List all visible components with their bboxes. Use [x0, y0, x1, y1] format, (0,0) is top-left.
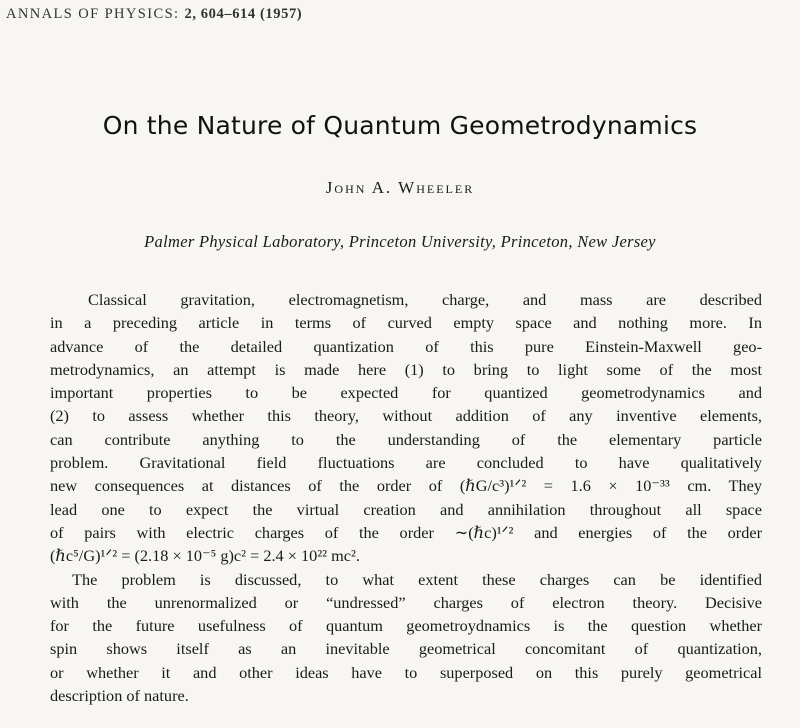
abstract-line: can contribute anything to the understanding of the elementary particle	[50, 429, 762, 449]
abstract-line: metrodynamics, an attempt is made here (1) to bring to light some of the most	[50, 359, 762, 379]
abstract-line: Classical gravitation, electromagnetism, charge, and mass are described	[88, 290, 762, 309]
abstract-line: for the future usefulness of quantum geometroydnamics is the question whether	[50, 616, 762, 636]
author-affiliation: Palmer Physical Laboratory, Princeton University, Princeton, New Jersey	[144, 232, 656, 251]
author-name: John A. Wheeler	[325, 178, 475, 197]
journal-header	[6, 6, 302, 23]
abstract-line: spin shows itself as an inevitable geometrical concomitant of quantization,	[50, 639, 762, 659]
abstract-line: with the unrenormalized or “undressed” charges of electron theory. Decisive	[50, 592, 762, 612]
abstract-line: problem. Gravitational field fluctuations are concluded to have qualitatively	[50, 453, 762, 473]
abstract-line: description of nature.	[50, 686, 189, 706]
abstract-line: of pairs with electric charges of the order ∼(ℏc)¹ᐟ² and energies of the order	[50, 522, 762, 542]
journal-citation: 2, 604–614 (1957)	[184, 6, 303, 22]
abstract-line: lead one to expect the virtual creation and annihilation throughout all space	[50, 499, 762, 519]
paper-title: On the Nature of Quantum Geometrodynamics	[102, 111, 698, 140]
abstract	[50, 288, 762, 707]
abstract-line: (ℏc⁵/G)¹ᐟ² = (2.18 × 10⁻⁵ g)c² = 2.4 × 10²² mc².	[50, 546, 360, 566]
journal-name: ANNALS OF PHYSICS:	[6, 6, 180, 22]
abstract-line: in a preceding article in terms of curved empty space and nothing more. In	[50, 313, 762, 333]
abstract-line: The problem is discussed, to what extent these charges can be identified	[72, 569, 762, 589]
abstract-line: important properties to be expected for quantized geometrodynamics and	[50, 383, 762, 403]
abstract-line: new consequences at distances of the order of (ℏG/c³)¹ᐟ² = 1.6 × 10⁻³³ cm. They	[50, 476, 762, 496]
abstract-line: (2) to assess whether this theory, without addition of any inventive elements,	[50, 406, 762, 426]
abstract-line: or whether it and other ideas have to superposed on this purely geometrical	[50, 662, 762, 682]
abstract-line: advance of the detailed quantization of this pure Einstein-Maxwell geo-	[50, 336, 762, 356]
